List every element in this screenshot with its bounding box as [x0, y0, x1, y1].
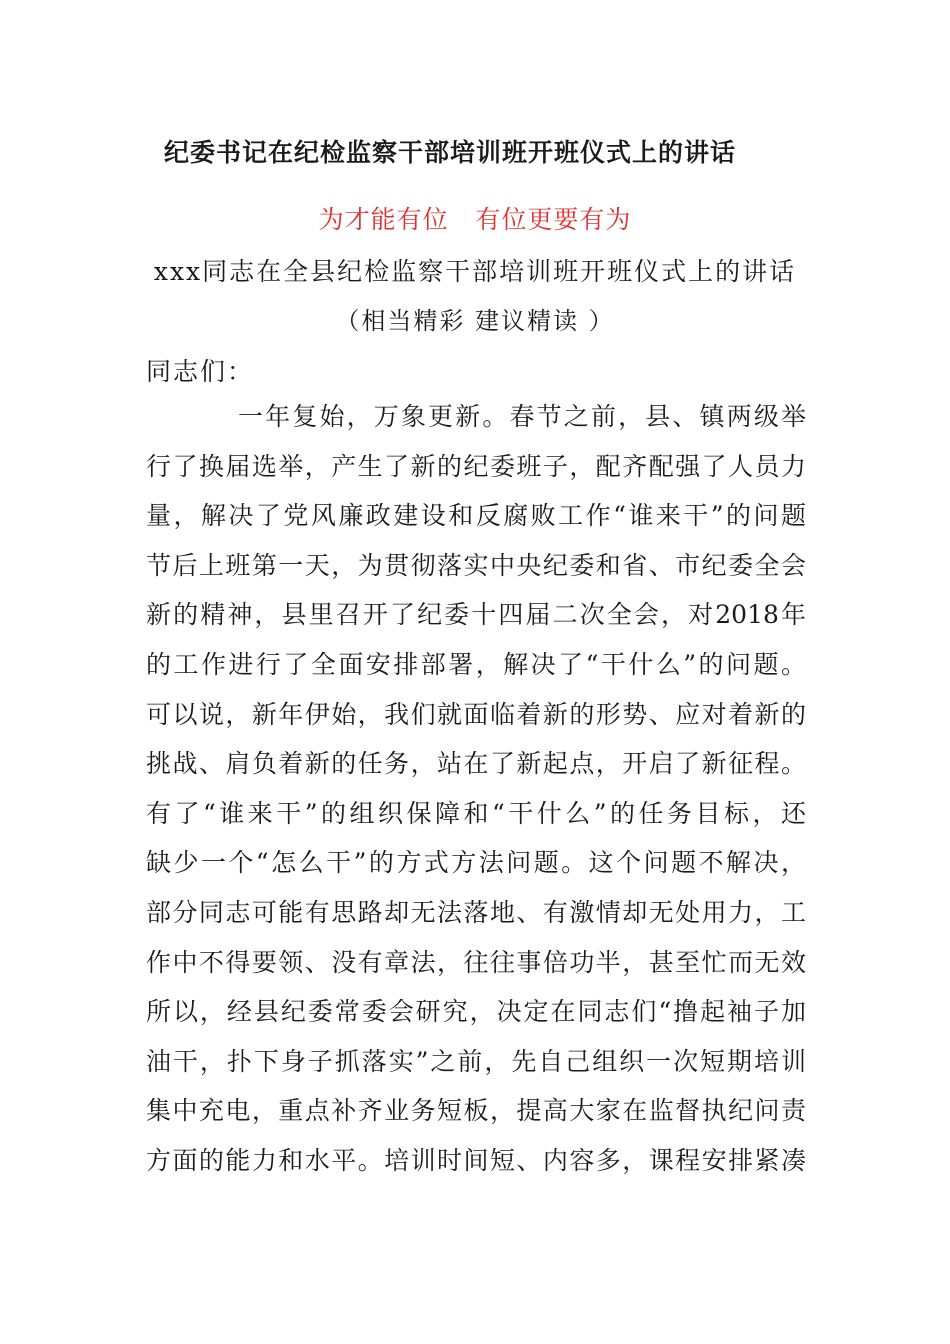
body-line: 行了换届选举，产生了新的纪委班子，配齐配强了人员力	[146, 451, 806, 481]
body-line: 一年复始，万象更新。春节之前，县、镇两级举	[238, 402, 806, 431]
body-line: 方面的能力和水平。培训时间短、内容多，课程安排紧凑	[146, 1145, 806, 1175]
body-line: 所以，经县纪委常委会研究，决定在同志们“撸起袖子加	[146, 997, 806, 1027]
salutation: 同志们：	[146, 357, 255, 386]
body-line: 节后上班第一天，为贯彻落实中央纪委和省、市纪委全会	[146, 550, 806, 580]
body-line: 挑战、肩负着新的任务，站在了新起点，开启了新征程。	[146, 749, 806, 779]
body-line: 可以说，新年伊始，我们就面临着新的形势、应对着新的	[146, 699, 806, 729]
body-line: 部分同志可能有思路却无法落地、有激情却无处用力，工	[146, 897, 806, 927]
body-line: 的工作进行了全面安排部署，解决了“干什么”的问题。	[146, 649, 806, 679]
body-line: 量，解决了党风廉政建设和反腐败工作“谁来干”的问题	[146, 501, 806, 531]
speech-subtitle: xxx同志在全县纪检监察干部培训班开班仪式上的讲话	[153, 257, 797, 286]
body-line: 缺少一个“怎么干”的方式方法问题。这个问题不解决，	[146, 848, 806, 878]
body-line: 有了“谁来干”的组织保障和“干什么”的任务目标，还	[146, 798, 806, 828]
body-line: 新的精神，县里召开了纪委十四届二次全会，对2018年	[146, 600, 806, 630]
document-title: 纪委书记在纪检监察干部培训班开班仪式上的讲话	[163, 138, 736, 167]
body-text	[146, 400, 806, 1194]
body-line: 油干，扑下身子抓落实”之前，先自己组织一次短期培训	[146, 1046, 806, 1076]
red-heading: 为才能有位 有位更要有为	[318, 205, 632, 234]
reading-note: （相当精彩 建议精读 ）	[335, 307, 615, 335]
body-line: 集中充电，重点补齐业务短板，提高大家在监督执纪问责	[146, 1096, 806, 1126]
body-line: 作中不得要领、没有章法，往往事倍功半，甚至忙而无效	[146, 947, 806, 977]
